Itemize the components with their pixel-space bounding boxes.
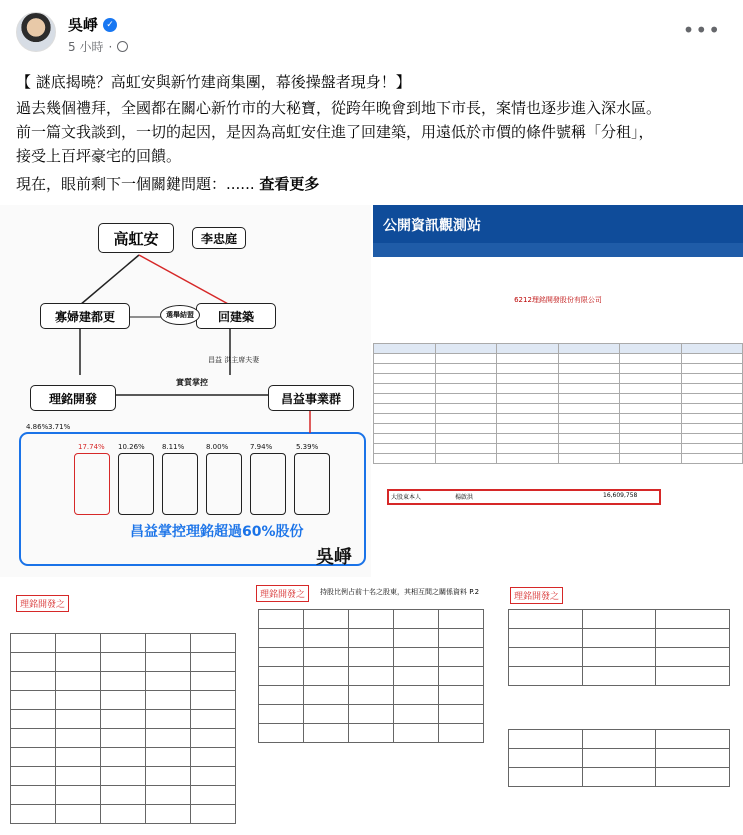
mops-nav-bar	[373, 243, 743, 257]
photo-mops-screenshot[interactable]	[373, 205, 743, 577]
doc-right-stamp: 理銘開發之	[510, 587, 563, 604]
pct-1: 4.86%	[26, 423, 49, 431]
doc-left-table	[10, 633, 236, 824]
diagram-signature: 吳崢	[316, 547, 352, 568]
post-title-line: 【 謎底揭曉？高虹安與新竹建商集團，幕後操盤者現身！】	[16, 73, 411, 91]
para2-text: 現在，眼前剩下一個關鍵問題：......	[16, 175, 255, 193]
verified-badge-icon: ✓	[103, 18, 117, 32]
mops-site-title: 公開資訊觀測站	[383, 218, 481, 234]
post-header	[0, 0, 743, 64]
para1-line-1: 過去幾個禮拜，全國都在關心新竹市的大秘寶，從跨年晚會到地下市長，案情也逐步進入深水區。	[16, 99, 662, 117]
node-lm: 理銘開發	[30, 385, 116, 411]
post-meta	[68, 38, 128, 55]
mops-highlight-row: 大股東本人	[391, 494, 422, 501]
node-huijian: 回建築	[196, 303, 276, 329]
mops-highlight-box	[387, 489, 661, 505]
doc-mid-title: 持股比例占前十名之股東，其相互間之關係資料 P.2	[320, 588, 480, 596]
pct-8: 5.39%	[296, 443, 319, 451]
post-time[interactable]: 5 小時	[68, 40, 104, 54]
doc-mid-table	[258, 609, 484, 743]
label-kongzhi: 實質掌控	[176, 378, 208, 387]
shareholder-boxes	[74, 453, 334, 517]
pct-5: 8.11%	[162, 443, 185, 451]
pct-3: 17.74%	[78, 443, 105, 451]
author-avatar[interactable]	[16, 12, 56, 52]
photo-document-left[interactable]	[0, 579, 246, 835]
post-paragraph-1	[16, 96, 728, 168]
mops-company-line: 6212理銘開發股份有限公司	[514, 296, 602, 304]
author-name-row	[68, 14, 117, 35]
meta-separator: ·	[108, 39, 113, 54]
more-options-icon[interactable]: •••	[682, 18, 721, 42]
mops-highlight-value: 16,609,758	[603, 492, 638, 499]
node-ktdx: 寡婦建都更	[40, 303, 130, 329]
post-paragraph-2	[16, 172, 728, 196]
see-more-link[interactable]: 查看更多	[259, 175, 320, 193]
node-cy: 昌益事業群	[268, 385, 354, 411]
doc-right-table-2	[508, 729, 730, 787]
doc-right-table-1	[508, 609, 730, 686]
pct-4: 10.26%	[118, 443, 145, 451]
node-chairman: 昌益 洪主席夫妻	[208, 356, 260, 364]
para1-line-2: 前一篇文我談到，一切的起因，是因為高虹安住進了回建築，用遠低於市價的條件號稱「分租」，	[16, 123, 654, 141]
photo-document-right[interactable]	[496, 579, 743, 835]
globe-icon	[117, 41, 128, 52]
pct-6: 8.00%	[206, 443, 229, 451]
photo-document-middle[interactable]	[248, 579, 494, 835]
diagram-banner: 昌益掌控理銘超過60%股份	[130, 524, 304, 540]
node-li: 李忠庭	[192, 227, 246, 249]
doc-mid-stamp: 理銘開發之	[256, 585, 309, 602]
author-name[interactable]: 吳崢	[68, 16, 99, 34]
node-center: 選舉結盟	[160, 305, 200, 325]
para1-line-3: 接受上百坪豪宅的回饋。	[16, 147, 182, 165]
mops-table	[373, 343, 743, 464]
mops-header	[373, 205, 743, 243]
mops-highlight-name: 楊啟洪	[455, 494, 474, 501]
photo-relationship-diagram[interactable]	[0, 205, 373, 577]
pct-7: 7.94%	[250, 443, 273, 451]
node-gao: 高虹安	[98, 223, 174, 253]
pct-2: 3.71%	[48, 423, 71, 431]
doc-left-stamp: 理銘開發之	[16, 595, 69, 612]
